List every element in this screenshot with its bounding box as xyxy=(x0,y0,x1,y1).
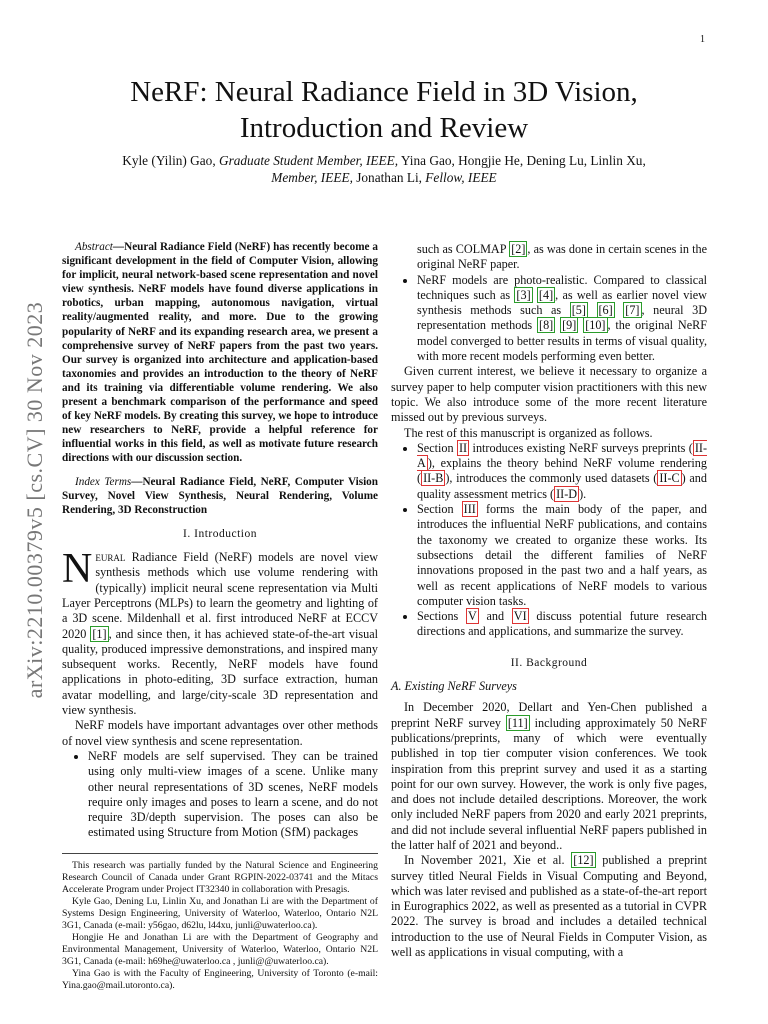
footnote-affiliation-2: Hongjie He and Jonathan Li are with the Department of Geography and Environmental Management, University of Waterloo, Waterloo, Ontario N2L 3G1, Canada (e-mail: h69he@uwaterloo.ca , junli@@uwaterloo.ca). xyxy=(62,931,378,967)
section-heading-background: II. Background xyxy=(510,656,588,669)
outline-text: introduces existing NeRF surveys preprints ( xyxy=(469,440,693,455)
citation-link[interactable]: [9] xyxy=(562,318,577,333)
outline-list xyxy=(391,441,707,640)
background-paragraph-2 xyxy=(391,853,707,960)
section-link[interactable]: III xyxy=(463,502,476,517)
left-column xyxy=(62,240,378,992)
list-item: • NeRF models are self supervised. They can be trained using only multi-view images of a scene. Unlike many other neural representations of 3D scenes, NeRF models require only images and poses to learn a scene, and do not require 3D/depth supervision. The poses can also be estimated using Structure from Motion (SfM) packages xyxy=(88,749,378,841)
bullet-text: , as well as earlier novel view synthesis methods such as xyxy=(417,287,707,318)
outline-text: Section xyxy=(417,502,462,517)
section-link[interactable]: II-B xyxy=(423,471,444,486)
author-role-fellow: Fellow, IEEE xyxy=(425,170,497,185)
advantages-list-continued xyxy=(391,242,707,273)
section-link[interactable]: VI xyxy=(513,609,527,624)
citation-link[interactable]: [2] xyxy=(511,242,526,256)
section-link[interactable]: II-C xyxy=(659,471,680,486)
outline-text: discuss potential future research directions and applications, and summarize the survey. xyxy=(417,609,707,639)
intro-paragraph-4: The rest of this manuscript is organized as follows. xyxy=(404,425,653,440)
section-link[interactable]: II-D xyxy=(556,486,578,501)
citation-link[interactable]: [6] xyxy=(598,303,613,318)
bullet-text: , as was done in certain scenes in the original NeRF paper. xyxy=(417,242,707,272)
outline-text: and xyxy=(478,609,512,624)
outline-text: ), explains the theory behind NeRF volume rendering ( xyxy=(417,456,707,486)
author-1-role: Graduate Student Member, IEEE, xyxy=(218,153,399,168)
intro-paragraph-1 xyxy=(62,546,378,718)
footnote-affiliation-1: Kyle Gao, Dening Lu, Linlin Xu, and Jonathan Li are with the Department of Systems Design Engineering, University of Waterloo, Waterloo, Ontario N2L 3G1, Canada (e-mail: y56gao, d62lu, l44xu, junli@uwaterloo.ca). xyxy=(62,895,378,931)
outline-text: Sections xyxy=(417,609,466,624)
citation-link[interactable]: [3] xyxy=(516,287,531,302)
outline-text: forms the main body of the paper, and introduces the influential NeRF publications, and contains the taxonomy we created to organize these works. Its subsections detail the different families of NeRF innovations proposed in the past two and a half years, as well as recent applications of NeRF models to various computer vision tasks. xyxy=(417,502,707,608)
bullet-text: , the original NeRF model converged to better results in terms of visual quality, with more recent models performing even better. xyxy=(417,318,708,364)
author-last: Jonathan Li, xyxy=(352,170,426,185)
paper-title xyxy=(80,74,688,146)
bullet-text: such as COLMAP xyxy=(417,242,510,256)
intro-text-b: , and since then, it has achieved state-of-the-art visual quality, produced impressive demonstrations, and inspired many subsequent works. Recently, NeRF models have found applications in photo-editing, 3D surface extraction, human avatar modelling, and large/city-scale 3D representation and view synthesis. xyxy=(62,626,378,718)
advantages-list xyxy=(62,749,378,841)
bullet-text: NeRF models are photo-realistic. Compared to classical techniques such as xyxy=(417,272,707,302)
section-link[interactable]: II xyxy=(459,440,468,455)
footnotes xyxy=(62,860,378,992)
arxiv-sidebar xyxy=(20,265,50,735)
citation-link[interactable]: [10] xyxy=(585,318,606,333)
outline-text: ) and quality assessment metrics ( xyxy=(417,471,707,501)
right-column xyxy=(391,242,707,960)
advantages-list-2 xyxy=(391,273,707,365)
abstract-label: Abstract xyxy=(75,241,113,253)
page-number: 1 xyxy=(700,34,705,45)
citation-link[interactable]: [7] xyxy=(625,303,640,318)
author-role-member: Member, IEEE, xyxy=(271,170,353,185)
title-line-1: NeRF: Neural Radiance Field in 3D Vision, xyxy=(130,76,638,108)
outline-text: ), introduces the commonly used datasets ( xyxy=(445,471,658,486)
section-link[interactable]: II-A xyxy=(417,440,708,471)
background-paragraph-1 xyxy=(391,700,707,853)
list-item xyxy=(417,242,707,273)
intro-smallcaps: eural xyxy=(95,550,126,565)
list-item xyxy=(417,441,707,502)
list-item xyxy=(417,609,707,640)
arxiv-identifier: arXiv:2210.00379v5 [cs.CV] 30 Nov 2023 xyxy=(22,301,47,699)
citation-link[interactable]: [4] xyxy=(538,287,554,302)
authors-2: Yina Gao, Hongjie He, Dening Lu, Linlin Xu, xyxy=(398,153,646,168)
list-item xyxy=(417,502,707,609)
citation-link[interactable]: [12] xyxy=(573,853,594,868)
intro-text-a: Radiance Field (NeRF) models are novel view synthesis methods which use volume rendering with (typically) implicit neural scene representation via Multi Layer Perceptrons (MLPs) to learn the geometry and lighting of a 3D scene. Mildenhall et al. first introduced NeRF at ECCV 2020 xyxy=(62,550,378,641)
background-text: In December 2020, Dellart and Yen-Chen published a preprint NeRF survey xyxy=(391,700,707,730)
outline-text: Section xyxy=(417,440,457,455)
citation-link[interactable]: [11] xyxy=(507,715,528,730)
subsection-heading: A. Existing NeRF Surveys xyxy=(391,679,517,694)
footnote-divider xyxy=(62,853,378,854)
list-item xyxy=(417,273,707,365)
index-terms-label: Index Terms xyxy=(75,475,132,488)
intro-paragraph-3: Given current interest, we believe it necessary to organize a survey paper to help computer vision practitioners with this new topic. We also introduce some of the more recent literature missed out by previous surveys. xyxy=(391,364,707,425)
section-heading-introduction: I. Introduction xyxy=(183,527,257,540)
title-line-2: Introduction and Review xyxy=(239,112,529,144)
citation-link[interactable]: [1] xyxy=(92,626,107,641)
author-1: Kyle (Yilin) Gao, xyxy=(122,153,219,168)
drop-cap: N xyxy=(62,546,93,593)
index-terms xyxy=(62,475,378,517)
background-text: including approximately 50 NeRF publications/preprints, many of which were eventually published in top tier computer vision conferences. We took inspiration from this preprint survey and used it as a starting point for our own survey. However, the work is only five pages, and does not include detailed descriptions. Moreover, the work only included NeRF papers from 2020 and early 2021 preprints, and did not include several influential NeRF papers published in the latter half of 2021 and beyond.. xyxy=(391,715,707,852)
footnote-funding: This research was partially funded by the Natural Science and Engineering Research Council of Canada under Grant RGPIN-2022-03741 and the Mitacs Accelerate Program under Project IT32340 in collaboration with Presagis. xyxy=(62,859,378,895)
intro-paragraph-2: NeRF models have important advantages over other methods of novel view synthesis and scene representation. xyxy=(62,718,378,748)
abstract xyxy=(62,240,378,466)
author-list xyxy=(100,152,668,186)
citation-link[interactable]: [5] xyxy=(571,303,586,318)
citation-link[interactable]: [8] xyxy=(539,318,554,333)
abstract-text: —Neural Radiance Field (NeRF) has recently become a significant development in the field of Computer Vision, allowing for implicit, neural network-based scene representation and novel view synthesis. NeRF models have found diverse applications in robotics, urban mapping, autonomous navigation, virtual reality/augmented reality, and more. Due to the growing popularity of NeRF and its expanding research area, we present a comprehensive survey of NeRF papers from the past two years. Our survey is organized into architecture and application-based taxonomies and provides an introduction to the theory of NeRF and its training via differentiable volume rendering. We also present a benchmark comparison of the performance and speed of key NeRF models. By creating this survey, we hope to introduce new researchers to NeRF, provide a helpful reference for influential works in this field, as well as motivate future research directions with our discussion section. xyxy=(62,241,378,465)
index-terms-text: —Neural Radiance Field, NeRF, Computer Vision Survey, Novel View Synthesis, Neural Rendering, Volume Rendering, 3D Reconstruction xyxy=(62,475,378,516)
background-text: In November 2021, Xie et al. xyxy=(404,853,572,868)
footnote-affiliation-3: Yina Gao is with the Faculty of Engineering, University of Toronto (e-mail: Yina.gao@mail.utoronto.ca). xyxy=(62,967,378,991)
bullet-text: , neural 3D representation methods xyxy=(417,303,708,333)
section-link[interactable]: V xyxy=(468,609,477,624)
outline-text: ). xyxy=(579,486,587,501)
background-text: published a preprint survey titled Neural Fields in Visual Computing and Beyond, which was later revised and published as a state-of-the-art report in Eurographics 2022, as well as presented as a tutorial in CVPR 2022. The survey is broad and includes a detailed technical introduction to the use of Neural Fields in Computer Vision, as well as applications in visual computing, with a xyxy=(391,853,707,960)
